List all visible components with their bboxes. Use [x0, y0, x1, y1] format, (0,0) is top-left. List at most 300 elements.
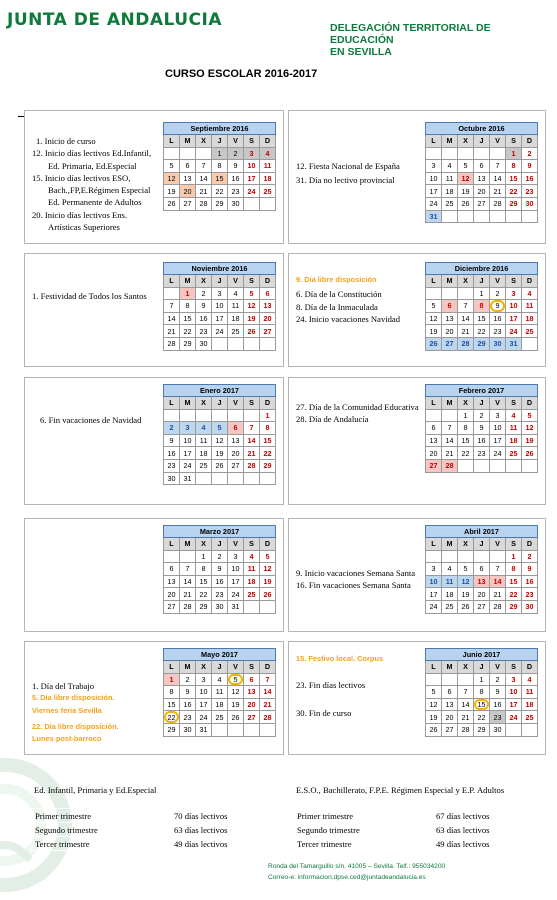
day-cell: 3	[196, 673, 212, 686]
empty-day-cell	[228, 723, 244, 736]
weekday-label: X	[458, 397, 474, 410]
day-cell: 9	[180, 686, 196, 699]
day-cell: 24	[506, 325, 522, 338]
day-cell: 15	[458, 434, 474, 447]
empty-day-cell	[522, 210, 538, 223]
day-cell: 25	[228, 325, 244, 338]
empty-day-cell	[244, 197, 260, 210]
weekday-label: L	[164, 275, 180, 288]
weekday-label: V	[490, 661, 506, 674]
day-cell: 23	[180, 711, 196, 724]
day-cell: 26	[458, 600, 474, 613]
note-local-holiday: 15. Festivo local. Corpus	[296, 654, 384, 663]
day-cell: 24	[180, 459, 196, 472]
day-cell: 18	[260, 172, 276, 185]
empty-day-cell	[426, 550, 442, 563]
empty-day-cell	[426, 673, 442, 686]
weekday-label: V	[228, 538, 244, 551]
week-row	[164, 723, 276, 736]
calendar-octubre	[425, 122, 538, 223]
day-cell: 6	[426, 422, 442, 435]
weekday-label: S	[244, 135, 260, 148]
notes-junio	[296, 653, 383, 719]
day-cell: 6	[474, 563, 490, 576]
week-row	[164, 459, 276, 472]
day-cell: 27	[164, 600, 180, 613]
day-cell: 19	[228, 698, 244, 711]
weekday-header-row	[426, 538, 538, 551]
day-cell: 20	[260, 312, 276, 325]
empty-day-cell	[212, 337, 228, 350]
weekday-label: L	[426, 661, 442, 674]
week-row	[164, 312, 276, 325]
empty-day-cell	[244, 409, 260, 422]
weekday-label: S	[244, 397, 260, 410]
day-cell: 19	[212, 447, 228, 460]
day-cell: 24	[490, 447, 506, 460]
day-cell: 1	[506, 550, 522, 563]
day-cell: 27	[426, 459, 442, 472]
day-cell: 29	[474, 723, 490, 736]
day-cell: 27	[228, 459, 244, 472]
summary-right-table	[292, 808, 542, 851]
notes-enero	[40, 414, 141, 426]
day-cell: 23	[522, 185, 538, 198]
day-cell: 10	[228, 563, 244, 576]
empty-day-cell	[228, 337, 244, 350]
empty-day-cell	[244, 600, 260, 613]
day-cell: 25	[522, 325, 538, 338]
day-cell: 14	[180, 575, 196, 588]
day-cell: 28	[458, 337, 474, 350]
week-row	[164, 550, 276, 563]
weekday-label: J	[474, 538, 490, 551]
trimester-days: 63 días lectivos	[170, 823, 285, 837]
month-title: Octubre 2016	[426, 123, 538, 135]
week-row	[426, 197, 538, 210]
day-cell: 15	[474, 312, 490, 325]
weekday-label: D	[260, 135, 276, 148]
day-cell: 13	[228, 434, 244, 447]
day-cell: 4	[212, 673, 228, 686]
day-cell: 26	[260, 588, 276, 601]
note-free-day: Viernes feria Sevilla	[32, 705, 102, 715]
day-cell: 30	[522, 600, 538, 613]
day-cell: 5	[260, 550, 276, 563]
weekday-label: D	[522, 397, 538, 410]
note-line: 1. Día del Trabajo	[32, 681, 95, 691]
day-cell: 30	[196, 337, 212, 350]
day-cell: 2	[490, 287, 506, 300]
day-cell: 17	[506, 312, 522, 325]
day-cell: 4	[442, 160, 458, 173]
day-cell: 16	[522, 172, 538, 185]
empty-day-cell	[180, 409, 196, 422]
day-cell: 14	[442, 434, 458, 447]
course-title: CURSO ESCOLAR 2016-2017	[165, 68, 318, 80]
day-cell: 17	[244, 172, 260, 185]
summary-right-title: E.S.O., Bachillerato, F.P.E. Régimen Especial y E.P. Adultos	[296, 785, 505, 795]
day-cell: 14	[458, 312, 474, 325]
day-cell: 4	[506, 409, 522, 422]
day-cell: 12	[426, 698, 442, 711]
week-row	[164, 600, 276, 613]
day-cell: 18	[506, 434, 522, 447]
note-line: 1. Inicio de curso	[36, 136, 96, 146]
empty-day-cell	[474, 459, 490, 472]
day-cell: 23	[522, 588, 538, 601]
day-cell: 9	[228, 160, 244, 173]
day-cell: 20	[442, 325, 458, 338]
weekday-label: D	[260, 275, 276, 288]
weekday-label: J	[474, 135, 490, 148]
notes-diciembre	[296, 274, 400, 325]
day-cell: 1	[474, 287, 490, 300]
day-cell: 19	[458, 588, 474, 601]
month-title: Junio 2017	[426, 649, 538, 661]
day-cell: 15	[474, 698, 490, 711]
weekday-header-row	[426, 661, 538, 674]
weekday-label: X	[196, 661, 212, 674]
notes-octubre	[296, 160, 400, 187]
week-row	[426, 563, 538, 576]
day-cell: 21	[442, 447, 458, 460]
day-cell: 23	[212, 588, 228, 601]
empty-day-cell	[426, 287, 442, 300]
day-cell: 24	[506, 711, 522, 724]
day-cell: 26	[164, 197, 180, 210]
day-cell: 18	[212, 698, 228, 711]
day-cell: 31	[426, 210, 442, 223]
day-cell: 23	[196, 325, 212, 338]
weekday-label: S	[506, 135, 522, 148]
day-cell: 22	[506, 185, 522, 198]
day-cell: 20	[426, 447, 442, 460]
day-cell: 7	[490, 563, 506, 576]
note-line: 12. Fiesta Nacional de España	[296, 161, 400, 171]
day-cell: 26	[522, 447, 538, 460]
day-cell: 2	[164, 422, 180, 435]
day-cell: 28	[196, 197, 212, 210]
day-cell: 13	[474, 575, 490, 588]
empty-day-cell	[458, 459, 474, 472]
weekday-label: L	[164, 135, 180, 148]
empty-day-cell	[212, 723, 228, 736]
weekday-label: S	[244, 661, 260, 674]
day-cell: 25	[196, 459, 212, 472]
empty-day-cell	[458, 287, 474, 300]
note-line: Ed. Permanente de Adultos	[48, 197, 142, 208]
day-cell: 1	[180, 287, 196, 300]
empty-day-cell	[458, 210, 474, 223]
weekday-label: X	[196, 135, 212, 148]
day-cell: 27	[442, 723, 458, 736]
day-cell: 25	[442, 600, 458, 613]
weekday-label: D	[522, 661, 538, 674]
day-cell: 7	[164, 300, 180, 313]
day-cell: 14	[260, 686, 276, 699]
week-row	[426, 698, 538, 711]
week-row	[164, 197, 276, 210]
day-cell: 24	[244, 185, 260, 198]
day-cell: 25	[522, 711, 538, 724]
day-cell: 10	[426, 172, 442, 185]
day-cell: 3	[506, 673, 522, 686]
day-cell: 10	[244, 160, 260, 173]
day-cell: 4	[228, 287, 244, 300]
day-cell: 28	[490, 600, 506, 613]
calendar-enero	[163, 384, 276, 485]
day-cell: 17	[426, 588, 442, 601]
weekday-header-row	[426, 135, 538, 148]
empty-day-cell	[458, 550, 474, 563]
note-free-day: 22. Día libre disposición.	[32, 721, 119, 731]
calendar-marzo	[163, 525, 276, 614]
day-cell: 9	[522, 563, 538, 576]
day-cell: 28	[164, 337, 180, 350]
notes-febrero	[296, 401, 424, 426]
day-cell: 2	[474, 409, 490, 422]
day-cell: 15	[180, 312, 196, 325]
weekday-label: D	[260, 538, 276, 551]
empty-day-cell	[522, 459, 538, 472]
weekday-label: V	[490, 397, 506, 410]
empty-day-cell	[164, 147, 180, 160]
month-title: Enero 2017	[164, 385, 276, 397]
empty-day-cell	[442, 409, 458, 422]
empty-day-cell	[196, 472, 212, 485]
day-cell: 21	[458, 711, 474, 724]
empty-day-cell	[474, 147, 490, 160]
day-cell: 6	[474, 160, 490, 173]
empty-day-cell	[228, 409, 244, 422]
week-row	[426, 550, 538, 563]
weekday-label: X	[196, 275, 212, 288]
day-cell: 7	[244, 422, 260, 435]
weekday-label: J	[212, 538, 228, 551]
weekday-label: S	[506, 538, 522, 551]
note-line: Artísticas Superiores	[48, 222, 120, 233]
day-cell: 9	[490, 300, 506, 313]
day-cell: 28	[458, 723, 474, 736]
day-cell: 11	[196, 434, 212, 447]
empty-day-cell	[522, 337, 538, 350]
day-cell: 1	[458, 409, 474, 422]
day-cell: 4	[196, 422, 212, 435]
empty-day-cell	[442, 147, 458, 160]
day-cell: 19	[458, 185, 474, 198]
weekday-label: V	[228, 661, 244, 674]
day-cell: 29	[196, 600, 212, 613]
day-cell: 6	[164, 563, 180, 576]
note-line: Bach.,FP,E.Régimen Especial	[48, 185, 151, 196]
empty-day-cell	[180, 147, 196, 160]
day-cell: 26	[426, 337, 442, 350]
empty-day-cell	[506, 210, 522, 223]
empty-day-cell	[244, 472, 260, 485]
day-cell: 21	[458, 325, 474, 338]
day-cell: 10	[212, 300, 228, 313]
day-cell: 17	[212, 312, 228, 325]
day-cell: 8	[474, 300, 490, 313]
trimester-days: 63 días lectivos	[432, 823, 542, 837]
weekday-label: M	[442, 275, 458, 288]
day-cell: 2	[180, 673, 196, 686]
week-row	[164, 575, 276, 588]
day-cell: 23	[490, 711, 506, 724]
day-cell: 3	[426, 160, 442, 173]
day-cell: 23	[474, 447, 490, 460]
day-cell: 17	[196, 698, 212, 711]
week-row	[426, 686, 538, 699]
empty-day-cell	[244, 723, 260, 736]
day-cell: 5	[458, 563, 474, 576]
week-row	[164, 686, 276, 699]
week-row	[164, 409, 276, 422]
day-cell: 9	[196, 300, 212, 313]
day-cell: 28	[442, 459, 458, 472]
day-cell: 18	[442, 588, 458, 601]
day-cell: 5	[458, 160, 474, 173]
week-row	[426, 711, 538, 724]
day-cell: 25	[244, 588, 260, 601]
weekday-label: X	[458, 135, 474, 148]
day-cell: 13	[442, 312, 458, 325]
footer-contact	[268, 861, 445, 883]
empty-day-cell	[196, 409, 212, 422]
day-cell: 30	[490, 337, 506, 350]
table-row	[31, 823, 285, 837]
day-cell: 15	[506, 172, 522, 185]
day-cell: 1	[474, 673, 490, 686]
note-line: 20. Inicio días lectivos Ens.	[32, 209, 127, 220]
day-cell: 4	[260, 147, 276, 160]
day-cell: 4	[442, 563, 458, 576]
weekday-label: S	[506, 661, 522, 674]
month-title: Noviembre 2016	[164, 263, 276, 275]
weekday-label: D	[522, 135, 538, 148]
week-row	[426, 287, 538, 300]
day-cell: 11	[228, 300, 244, 313]
day-cell: 19	[260, 575, 276, 588]
day-cell: 19	[164, 185, 180, 198]
day-cell: 7	[490, 160, 506, 173]
empty-day-cell	[212, 472, 228, 485]
weekday-header-row	[426, 397, 538, 410]
day-cell: 14	[244, 434, 260, 447]
day-cell: 29	[180, 337, 196, 350]
weekday-header-row	[426, 275, 538, 288]
day-cell: 16	[474, 434, 490, 447]
week-row	[164, 172, 276, 185]
day-cell: 17	[490, 434, 506, 447]
month-title: Septiembre 2016	[164, 123, 276, 135]
weekday-label: S	[244, 275, 260, 288]
week-row	[164, 160, 276, 173]
day-cell: 8	[196, 563, 212, 576]
day-cell: 9	[490, 686, 506, 699]
weekday-header-row	[164, 275, 276, 288]
day-cell: 22	[260, 447, 276, 460]
empty-day-cell	[212, 409, 228, 422]
empty-day-cell	[180, 550, 196, 563]
day-cell: 27	[474, 600, 490, 613]
weekday-label: S	[506, 397, 522, 410]
day-cell: 2	[522, 147, 538, 160]
day-cell: 19	[426, 325, 442, 338]
day-cell: 22	[196, 588, 212, 601]
month-title: Diciembre 2016	[426, 263, 538, 275]
weekday-label: J	[212, 275, 228, 288]
day-cell: 26	[458, 197, 474, 210]
table-row	[31, 837, 285, 851]
footer-address: Ronda del Tamarguillo s/n. 41005 – Sevilla. Telf.: 955034200	[268, 863, 446, 870]
day-cell: 11	[442, 575, 458, 588]
notes-septiembre	[32, 135, 151, 233]
calendar-septiembre	[163, 122, 276, 211]
week-row	[164, 325, 276, 338]
note-line: 9. Inicio vacaciones Semana Santa	[296, 568, 416, 578]
day-cell: 9	[212, 563, 228, 576]
day-cell: 10	[180, 434, 196, 447]
week-row	[164, 698, 276, 711]
day-cell: 8	[474, 686, 490, 699]
weekday-label: J	[474, 275, 490, 288]
day-cell: 31	[180, 472, 196, 485]
notes-noviembre	[32, 290, 147, 302]
day-cell: 10	[196, 686, 212, 699]
week-row	[164, 287, 276, 300]
empty-day-cell	[196, 147, 212, 160]
day-cell: 11	[522, 686, 538, 699]
day-cell: 14	[164, 312, 180, 325]
week-row	[164, 337, 276, 350]
weekday-header-row	[164, 661, 276, 674]
day-cell: 29	[212, 197, 228, 210]
day-cell: 29	[164, 723, 180, 736]
empty-day-cell	[442, 210, 458, 223]
day-cell: 11	[260, 160, 276, 173]
day-cell: 27	[180, 197, 196, 210]
day-cell: 16	[196, 312, 212, 325]
month-title: Abril 2017	[426, 526, 538, 538]
day-cell: 13	[260, 300, 276, 313]
day-cell: 30	[490, 723, 506, 736]
table-row	[293, 823, 542, 837]
day-cell: 9	[164, 434, 180, 447]
weekday-label: D	[522, 538, 538, 551]
day-cell: 3	[244, 147, 260, 160]
day-cell: 22	[506, 588, 522, 601]
week-row	[426, 300, 538, 313]
empty-day-cell	[506, 459, 522, 472]
day-cell: 22	[458, 447, 474, 460]
day-cell: 27	[260, 325, 276, 338]
week-row	[164, 711, 276, 724]
trimester-days: 49 días lectivos	[432, 837, 542, 851]
weekday-label: L	[426, 538, 442, 551]
day-cell: 22	[474, 711, 490, 724]
day-cell: 3	[426, 563, 442, 576]
day-cell: 3	[180, 422, 196, 435]
day-cell: 2	[522, 550, 538, 563]
day-cell: 10	[506, 300, 522, 313]
day-cell: 16	[522, 575, 538, 588]
day-cell: 11	[506, 422, 522, 435]
calendar-junio	[425, 648, 538, 737]
day-cell: 1	[260, 409, 276, 422]
week-row	[426, 673, 538, 686]
